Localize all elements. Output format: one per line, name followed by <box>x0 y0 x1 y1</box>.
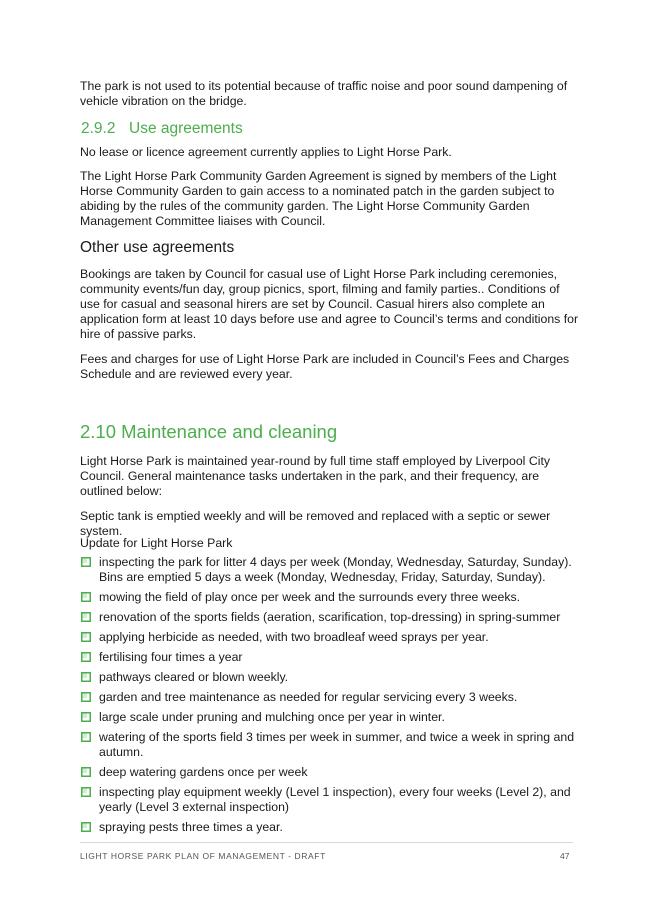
list-item-text: inspecting play equipment weekly (Level 1 inspection), every four weeks (Level 2), and yearly (Level 3 external inspection) <box>99 785 571 814</box>
list-item <box>80 590 580 605</box>
maintenance-task-list <box>80 555 580 840</box>
list-item <box>80 765 580 780</box>
list-item-text: large scale under pruning and mulching once per year in winter. <box>99 710 445 724</box>
footer-divider <box>80 842 573 843</box>
checkbox-square-icon <box>81 672 91 682</box>
list-item <box>80 730 580 760</box>
other-use-heading: Other use agreements <box>80 239 235 256</box>
checkbox-square-icon <box>81 632 91 642</box>
list-item-text: fertilising four times a year <box>99 650 243 664</box>
list-item-text: renovation of the sports fields (aeration, scarification, top-dressing) in spring-summer <box>99 610 561 624</box>
section-292-heading <box>81 120 243 138</box>
list-item-text: inspecting the park for litter 4 days per week (Monday, Wednesday, Saturday, Sunday). Bins are emptied 5 days a week (Monday, Wednesday, Friday, Saturday, Sunday). <box>99 555 572 584</box>
checkbox-square-icon <box>81 712 91 722</box>
list-item <box>80 710 580 725</box>
list-item <box>80 820 580 835</box>
list-item-text: garden and tree maintenance as needed for regular servicing every 3 weeks. <box>99 690 518 704</box>
checkbox-square-icon <box>81 732 91 742</box>
list-item-text: deep watering gardens once per week <box>99 765 308 779</box>
list-item-text: watering of the sports field 3 times per week in summer, and twice a week in spring and autumn. <box>99 730 575 759</box>
section-210-paragraph-2: Septic tank is emptied weekly and will be removed and replaced with a septic or sewer system. <box>80 509 551 538</box>
checkbox-square-icon <box>81 692 91 702</box>
list-item <box>80 555 580 585</box>
other-use-paragraph-2: Fees and charges for use of Light Horse Park are included in Council’s Fees and Charges Schedule and are reviewed every year. <box>80 352 570 381</box>
checkbox-square-icon <box>81 767 91 777</box>
section-292-title: Use agreements <box>129 120 243 137</box>
section-292-paragraph-1: No lease or licence agreement currently applies to Light Horse Park. <box>80 145 452 159</box>
list-item <box>80 650 580 665</box>
list-item-text: mowing the field of play once per week and the surrounds every three weeks. <box>99 590 521 604</box>
footer-page-number: 47 <box>560 851 570 861</box>
section-210-paragraph-1: Light Horse Park is maintained year-round by full time staff employed by Liverpool City Council. General maintenance tasks undertaken in the park, and their frequency, are outlined below: <box>80 454 551 498</box>
section-292-number: 2.9.2 <box>81 120 116 137</box>
section-210-heading: 2.10 Maintenance and cleaning <box>80 421 338 442</box>
checkbox-square-icon <box>81 557 91 567</box>
checkbox-square-icon <box>81 652 91 662</box>
other-use-paragraph-1: Bookings are taken by Council for casual use of Light Horse Park including ceremonies, community events/fun day, group picnics, sport, filming and family parties.. Conditions of use for casual and seasonal hirers are set by Council. Casual hirers also complete an application form at least 10 days before use and agree to Council’s terms and conditions for hire of passive parks. <box>80 267 579 341</box>
checkbox-square-icon <box>81 592 91 602</box>
list-heading: Update for Light Horse Park <box>80 536 233 550</box>
list-item-text: pathways cleared or blown weekly. <box>99 670 289 684</box>
list-item-text: applying herbicide as needed, with two broadleaf weed sprays per year. <box>99 630 489 644</box>
list-item <box>80 690 580 705</box>
checkbox-square-icon <box>81 612 91 622</box>
list-item <box>80 670 580 685</box>
checkbox-square-icon <box>81 787 91 797</box>
list-item <box>80 610 580 625</box>
checkbox-square-icon <box>81 822 91 832</box>
list-item <box>80 785 580 815</box>
list-item-text: spraying pests three times a year. <box>99 820 283 834</box>
intro-paragraph: The park is not used to its potential because of traffic noise and poor sound dampening of vehicle vibration on the bridge. <box>80 79 568 108</box>
section-292-paragraph-2: The Light Horse Park Community Garden Agreement is signed by members of the Light Horse Community Garden to gain access to a nominated patch in the garden subject to abiding by the rules of the community garden. The Light Horse Community Garden Management Committee liaises with Council. <box>80 169 557 228</box>
footer-document-title: LIGHT HORSE PARK PLAN OF MANAGEMENT - DRAFT <box>80 851 326 861</box>
list-item <box>80 630 580 645</box>
